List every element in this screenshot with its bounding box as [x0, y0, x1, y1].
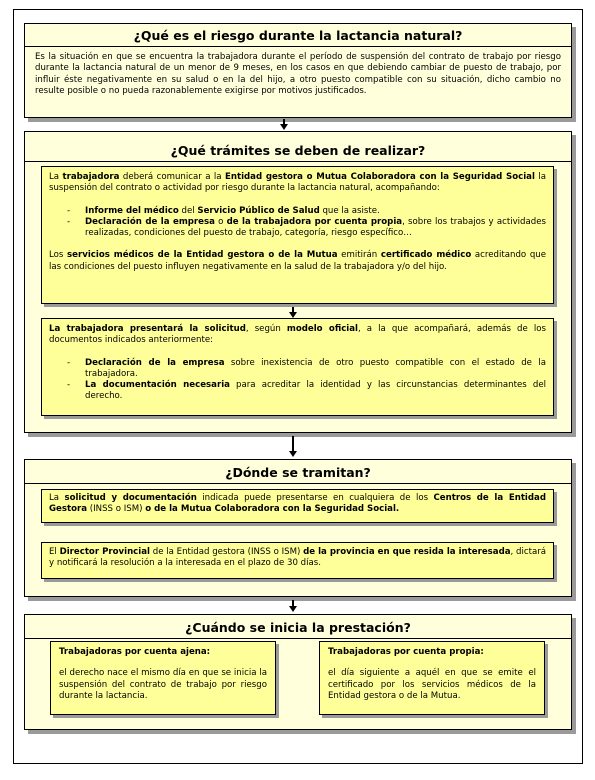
text-bold: Informe del médico	[85, 205, 179, 216]
text: de la Entidad gestora (INSS o ISM)	[149, 547, 304, 557]
text: El	[49, 547, 60, 557]
when-box-employed	[50, 641, 276, 715]
box-heading: Trabajadoras por cuenta ajena:	[59, 647, 211, 657]
dash-bullet: -	[67, 216, 71, 227]
paragraph	[49, 493, 546, 516]
section-title: ¿Qué es el riesgo durante la lactancia natural?	[133, 28, 463, 43]
box-heading: Trabajadoras por cuenta propia:	[328, 647, 484, 657]
text-bold: servicios médicos de la Entidad gestora o de la Mutua	[67, 250, 338, 261]
text-bold: Entidad gestora o Mutua Colaboradora con la Seguridad Social	[224, 172, 535, 182]
text: del	[178, 205, 198, 216]
text-bold: certificado médico	[380, 250, 472, 261]
text-bold: trabajadora	[62, 172, 120, 182]
list-item	[49, 217, 546, 240]
divider	[25, 638, 571, 639]
text: Los	[49, 250, 68, 261]
text-bold: de la provincia en que resida la interesada	[303, 547, 511, 557]
text: La	[49, 172, 63, 182]
divider	[25, 483, 571, 484]
paragraph: el día siguiente a aquél en que se emite el certificado por los servicios médicos de la Entidad gestora o de la Mutua.	[328, 668, 536, 701]
text: que la asiste.	[319, 205, 380, 216]
section-title: ¿Cuándo se inicia la prestación?	[185, 620, 411, 635]
text: emitirán	[337, 250, 381, 261]
text-bold: solicitud y documentación	[64, 493, 197, 503]
definition-text: Es la situación en que se encuentra la trabajadora durante el período de suspensión del contrato de trabajo por riesgo durante la lactancia natural de un menor de 9 meses, en los casos en que debiendo cambiar de puesto de trabajo, por influir éste negativamente en su salud o en la del hijo, a otro puesto compatible con su situación, dicho cambio no resulte posible o no pueda razonablemente exigirse por motivos justificados.	[35, 52, 561, 96]
text: para acreditar la identidad y las circunstancias determinantes del derecho.	[85, 380, 546, 402]
where-box-resolution	[41, 542, 554, 579]
text: deberá comunicar a la	[119, 172, 225, 182]
list-item	[49, 206, 546, 217]
dash-bullet: -	[67, 380, 71, 391]
when-box-self-employed	[319, 641, 545, 715]
section-title: ¿Qué trámites se deben de realizar?	[170, 143, 426, 158]
paragraph: el derecho nace el mismo día en que se inicia la suspensión del contrato de trabajo por riesgo durante la lactancia.	[59, 668, 267, 701]
text: o	[214, 216, 227, 227]
divider	[25, 46, 571, 47]
text: , según	[245, 324, 287, 334]
where-box-submission	[41, 489, 554, 523]
text-bold: La documentación necesaria	[85, 380, 230, 391]
text: , dictará y notificará la resolución a la interesada en el plazo de 30 días.	[49, 547, 547, 569]
paragraph	[49, 547, 546, 570]
text: indicada puede presentarse en cualquiera de los	[196, 493, 434, 503]
paragraph	[49, 324, 546, 347]
text-bold: Declaración de la empresa	[85, 216, 215, 227]
text-bold: Declaración de la empresa	[85, 357, 225, 368]
text: , sobre los trabajos y actividades realizadas, condiciones del puesto de trabajo, categoría, riesgo específico…	[85, 216, 546, 239]
procedures-box-communicate	[41, 166, 554, 304]
paragraph	[49, 172, 546, 195]
dash-bullet: -	[67, 205, 71, 216]
divider	[25, 161, 571, 162]
text-bold: La trabajadora presentará la solicitud	[49, 324, 246, 334]
section-title: ¿Dónde se tramitan?	[225, 465, 371, 480]
required-docs-list	[49, 206, 546, 240]
list-item	[49, 380, 546, 403]
text: La	[49, 493, 65, 503]
text: (INSS o ISM)	[87, 504, 146, 515]
text-bold: modelo oficial	[286, 324, 358, 334]
list-item	[49, 358, 546, 381]
text: la suspensión del contrato o actividad por riesgo durante la lactancia natural, acompañando:	[49, 172, 546, 194]
section-what-is	[24, 23, 572, 118]
text: sobre inexistencia de otro puesto compatible con el estado de la trabajadora.	[85, 357, 546, 379]
text: , a la que acompañará, además de los documentos indicados anteriormente:	[49, 324, 546, 346]
text: acreditando que las condiciones del puesto influyen negativamente en la salud de la trabajadora y/o del hijo.	[49, 250, 547, 272]
attached-docs-list	[49, 358, 546, 403]
dash-bullet: -	[67, 357, 71, 368]
text-bold: Servicio Público de Salud	[197, 205, 320, 216]
procedures-box-application	[41, 318, 554, 416]
paragraph	[49, 250, 546, 273]
text-bold: Centros de la Entidad Gestora	[49, 493, 546, 515]
text-bold: o de la Mutua Colaboradora con la Seguridad Social.	[145, 504, 400, 515]
text-bold: Director Provincial	[59, 547, 150, 557]
text-bold: de la trabajadora por cuenta propia	[226, 216, 403, 227]
